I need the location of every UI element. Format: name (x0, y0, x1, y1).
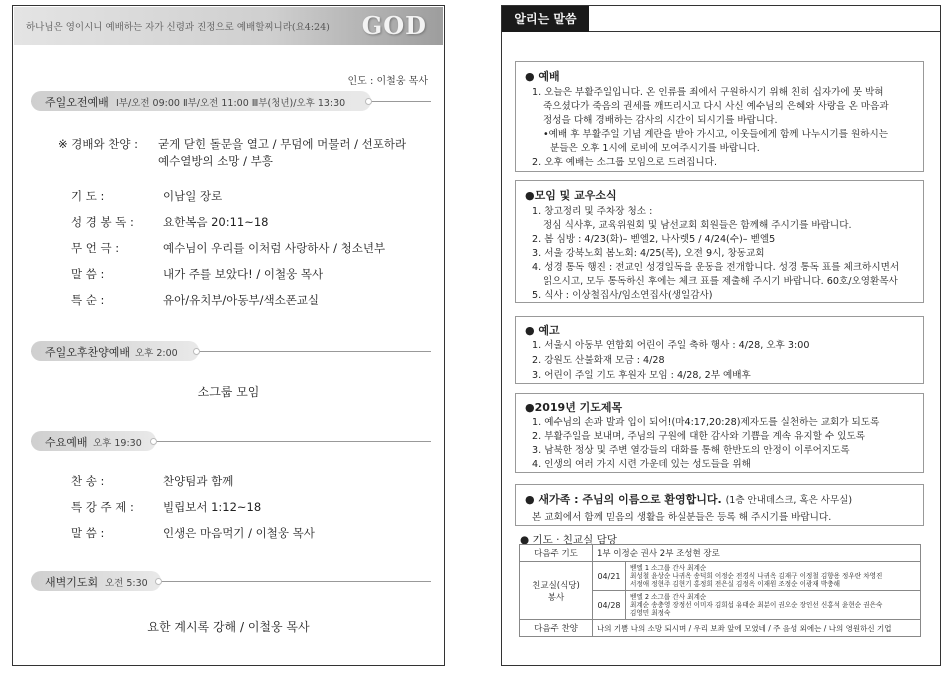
worship-order-panel (12, 5, 445, 666)
section-time: Ⅰ부/오전 09:00 Ⅱ부/오전 11:00 Ⅲ부(청년)/오후 13:30 (116, 98, 346, 109)
notice-line: 분들은 오후 1시에 로비에 모여주시기를 바랍니다. (550, 143, 760, 154)
box-title: ● 새가족 : 주님의 이름으로 환영합니다. (1층 안내데스크, 혹은 사무실) (525, 493, 853, 506)
box-title: ● 예배 (525, 70, 560, 83)
section-title-sunday-afternoon: 주일오후찬양예배 (45, 346, 131, 359)
notice-line: 3. 서울 강북노회 봄노회: 4/25(목), 오전 9시, 창동교회 (532, 248, 765, 259)
notice-line: 본 교회에서 함께 믿음의 생활을 하실분들은 등록 해 주시기를 바랍니다. (532, 512, 832, 523)
divider (589, 31, 940, 32)
order-row: 찬 송 : 찬양팀과 함께 (71, 474, 234, 488)
box-title: ●모임 및 교우소식 (525, 189, 617, 202)
afternoon-body: 소그룹 모임 (197, 385, 260, 399)
section-title-dawn: 새벽기도회 (45, 576, 99, 589)
upcoming-notice-box (515, 316, 924, 384)
table-cell: 1부 이정순 권사 2부 조성현 장로 (593, 545, 921, 562)
bullet-dot (365, 98, 372, 105)
preacher: 인도 : 이철웅 목사 (347, 76, 428, 87)
order-row: ※ 경배와 찬양 : 굳게 닫힌 돌문을 열고 / 무덤에 머물러 / 선포하라 (58, 137, 407, 151)
order-row: 성 경 봉 독 : 요한복음 20:11~18 (71, 215, 269, 229)
section-time: 오후 2:00 (135, 348, 178, 359)
section-title-sunday-morning: 주일오전예배 (45, 96, 109, 109)
table-cell: 04/28 (593, 591, 626, 620)
notice-line: 정성을 다해 경배하는 감사의 시간이 되시기를 바랍니다. (543, 115, 778, 126)
box-title: ●2019년 기도제목 (525, 401, 623, 414)
notice-line: 1. 예수님의 손과 발과 입이 되어!(마4:17,20:28)제자도를 실천하는 교회가 되도록 (532, 417, 880, 428)
table-row (520, 545, 921, 562)
order-row: 특 강 주 제 : 빌립보서 1:12~18 (71, 500, 262, 514)
box-title: ● 예고 (525, 324, 560, 337)
order-row: 기 도 : 이남일 장로 (71, 189, 223, 203)
bullet-dot (155, 578, 162, 585)
duty-title: ● 기도 · 친교실 담당 (520, 534, 617, 546)
dawn-body: 요한 계시록 강해 / 이철웅 목사 (147, 620, 310, 634)
notice-line: 읽으시고, 모두 통독하신 후에는 체크 표를 제출해 주시기 바랍니다. 60호/오영환목사 (543, 276, 898, 287)
table-cell: 다음주 찬양 (520, 620, 593, 637)
table-cell: 나의 기쁨 나의 소망 되시며 / 우리 보좌 앞에 모였네 / 주 음성 외에는 / 나의 영원하신 기업 (593, 620, 921, 637)
notice-line: 2. 봄 심방 : 4/23(화)– 벧엘2, 나사렛5 / 4/24(수)– 벧엘5 (532, 234, 776, 245)
section-title-wednesday: 수요예배 (45, 436, 88, 449)
table-cell: 벧엘 1 소그룹 간사 최계순 최성철 윤상순 나귀옥 송덕희 이정순 전경식 나귀옥 김재구 이정철 김향용 정우란 차영진 서정애 정현주 김현기 홍정희 전은실 김정옥 이재원 조정순 이광재 박충해 (626, 562, 921, 591)
table-cell: 벧엘 2 소그룹 간사 최계순 최계순 송충영 장정선 이미자 김희섭 유태순 최분이 권오순 장인선 신홍석 윤현순 권은숙 김영민 최정숙 (626, 591, 921, 620)
table-row (520, 620, 921, 637)
notice-line: 4. 인생의 여러 가지 시련 가운데 있는 성도들을 위해 (532, 459, 751, 470)
notice-line: 3. 남북한 정상 및 주변 열강들의 대화를 통해 한반도의 안정이 이루어지도록 (532, 445, 850, 456)
notice-line: 1. 오늘은 부활주일입니다. 온 인류를 죄에서 구원하시기 위해 친히 십자가에 못 박혀 (532, 87, 884, 98)
notice-line: 2. 오후 예배는 소그룹 모임으로 드려집니다. (532, 157, 717, 168)
section-time: 오후 19:30 (93, 438, 142, 449)
order-row: 무 언 극 : 예수님이 우리를 이처럼 사랑하사 / 청소년부 (71, 241, 386, 255)
banner (14, 7, 443, 45)
notice-line: 죽으셨다가 죽음의 권세를 깨뜨리시고 다시 사신 예수님의 은혜와 사랑을 온 마음과 (543, 101, 889, 112)
notice-line: 2. 강원도 산불화재 모금 : 4/28 (532, 355, 665, 366)
notice-line: 2. 부활주일을 보내며, 주님의 구원에 대한 감사와 기쁨을 계속 유지할 수 있도록 (532, 431, 866, 442)
announcements-header: 알리는 말씀 (502, 6, 589, 32)
order-row: 예수열방의 소망 / 부흥 (158, 154, 273, 168)
table-cell: 04/21 (593, 562, 626, 591)
notice-line: 1. 서울시 아동부 연합회 어린이 주일 축하 행사 : 4/28, 오후 3:00 (532, 340, 810, 351)
prayer-topics-box (515, 393, 924, 473)
meetings-notice-box (515, 180, 924, 303)
order-row: 특 순 : 유아/유치부/아동부/색소폰교실 (71, 293, 320, 307)
notice-line: 4. 성경 통독 행진 : 전교인 성경일독을 운동을 전개합니다. 성경 통독 표를 체크하시면서 (532, 262, 900, 273)
notice-line: 3. 어린이 주일 기도 후원자 모임 : 4/28, 2부 예배후 (532, 370, 751, 381)
table-cell: 친교실(식당) 봉사 (520, 562, 593, 620)
banner-verse: 하나님은 영이시니 예배하는 자가 신령과 진정으로 예배할찌니라(요4:24) (26, 22, 330, 33)
newcomer-box (515, 484, 924, 526)
table-row (520, 562, 921, 591)
table-cell: 다음주 기도 (520, 545, 593, 562)
notice-line: 5. 식사 : 이상철집사/임소연집사(생일감사) (532, 290, 713, 301)
order-row: 말 씀 : 인생은 마음먹기 / 이철웅 목사 (71, 526, 315, 540)
notice-line: 1. 창고정리 및 주차장 청소 : (532, 206, 653, 217)
order-row: 말 씀 : 내가 주를 보았다! / 이철웅 목사 (71, 267, 324, 281)
god-logo: GOD (361, 11, 427, 40)
notice-line: 정심 식사후, 교육위원회 및 남선교회 회원들은 함께해 주시기를 바랍니다. (543, 220, 852, 231)
bullet-dot (193, 348, 200, 355)
notice-line: •예배 후 부활주일 기념 계란을 받아 가시고, 이웃들에게 함께 나누시기를 원하시는 (543, 129, 889, 140)
worship-notice-box (515, 61, 924, 172)
duty-table (519, 544, 921, 637)
section-time: 오전 5:30 (105, 578, 148, 589)
bullet-dot (150, 438, 157, 445)
